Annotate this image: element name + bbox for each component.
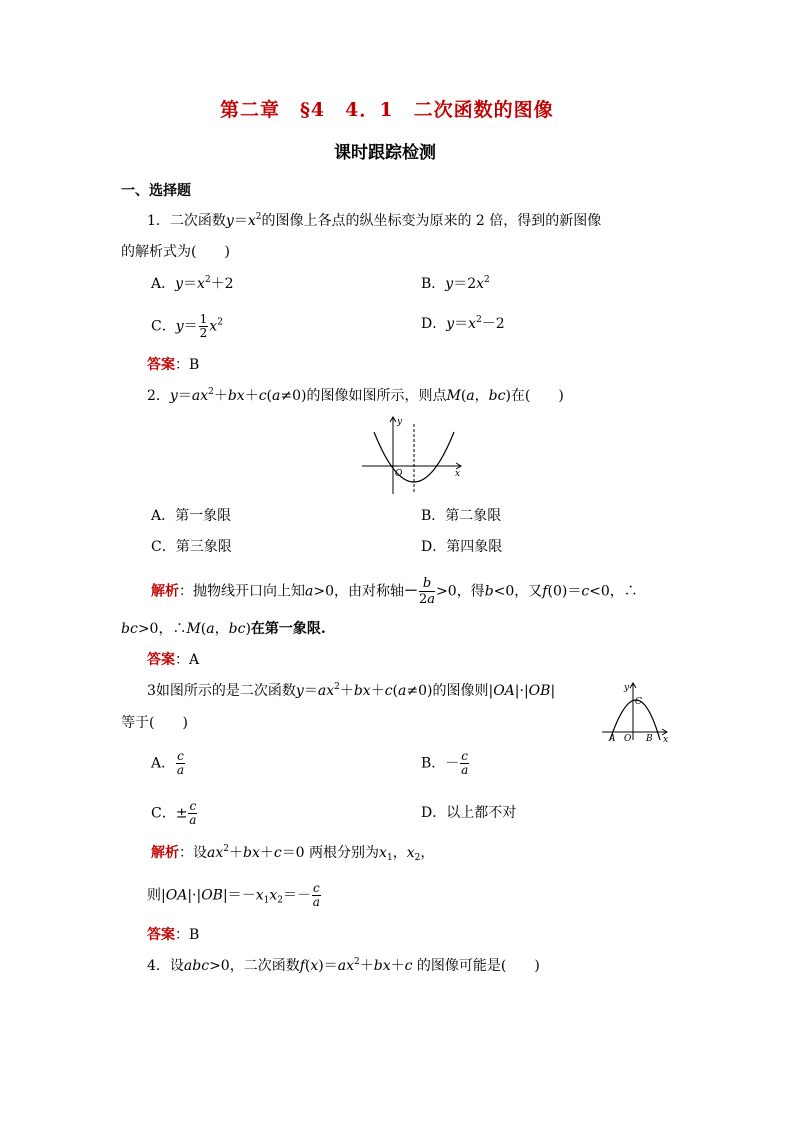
q3-stem: 3如图所示的是二次函数$y=ax^2+bx+c(a\ne 0)$的图像则|OA|·|OB|: [147, 682, 556, 699]
q1-answer-label: 答案: [147, 357, 175, 373]
q4-stem-b: ，二次函数: [229, 958, 300, 974]
q2-analysis-text-d: ，又: [514, 583, 543, 600]
q2-answer-value: ：A: [175, 652, 200, 668]
q3-analysis-line1: 解析：设$ax^2+bx+c=0$ 两根分别为$x_1$，$x_2$，: [151, 844, 435, 863]
q3-option-b: B．－ $\frac{c}{a}$: [421, 749, 469, 777]
fraction-c-over-a: $\frac{c}{a}$: [176, 749, 185, 777]
q2-stem: 2．$y=ax^2+bx+c(a\ne 0)$的图像如图所示，则点M(a，bc)在( ): [147, 387, 564, 404]
q3-number: 3: [147, 683, 156, 699]
q2-analysis-text-c: ，得: [456, 583, 485, 600]
q1-stem-a: 1．二次函数: [147, 213, 226, 229]
q2-stem-mid: 的图像如图所示，则点: [306, 388, 447, 404]
q2-origin-label: O: [395, 469, 403, 479]
q1-opt-d-label: D．: [421, 316, 447, 332]
q2-analysis-text-b: ，由对称轴: [334, 583, 404, 600]
q3-analysis-label: 解析: [151, 845, 179, 861]
q1-option-a: A．$y=x^2+2$: [151, 275, 234, 292]
fraction-neg-b-over-2a: $\frac{b}{2a}$: [419, 576, 436, 607]
q3-analysis-line2: 则$|OA|\cdot|OB|=-x_1x_2=-$ $\frac{c}{a}$: [147, 881, 320, 909]
q3-opt-c-label: C．: [151, 805, 176, 822]
q1-opt-c-label: C．: [151, 318, 176, 335]
q3-answer-label: 答案: [147, 927, 175, 943]
q2-y-label: y: [397, 417, 403, 427]
q3-option-d: D．以上都不对: [421, 805, 517, 821]
q3-x-label: x: [663, 735, 669, 742]
q2-answer: [147, 650, 199, 670]
q3-analysis-text-b: 两根分别为: [309, 845, 380, 861]
page-subtitle: 课时跟踪检测: [334, 143, 436, 163]
q2-answer-label: 答案: [147, 652, 175, 668]
q2-stem-tail: 在( ): [510, 388, 564, 404]
q3-b-label: B: [646, 734, 653, 742]
q2-option-d: D．第四象限: [421, 539, 503, 555]
q3-stem-a: 如图所示的是二次函数: [155, 683, 296, 699]
q3-origin-label: O: [624, 734, 632, 742]
q1-stem-b: 的图像上各点的纵坐标变为原来的 2 倍，得到的新图像: [261, 213, 602, 229]
q2-option-a: A．第一象限: [151, 508, 232, 524]
q3-y-label: y: [624, 683, 630, 693]
q3-graph: [600, 680, 672, 742]
q1-option-c: C．y＝ $\frac{1}{2}$ $x^2$: [151, 312, 223, 340]
fraction-pm-c-over-a: $\frac{c}{a}$: [189, 799, 197, 827]
q2-option-c: C．第三象限: [151, 539, 232, 555]
q2-analysis-line2: bc>0，∴M(a，bc)在第一象限.: [121, 621, 326, 637]
q3-stem-b: 的图像则: [432, 683, 489, 699]
q1-opt-a-label: A．: [151, 276, 176, 292]
q2-analysis-text-a: ：抛物线开口向上知: [179, 583, 305, 600]
q1-stem-line2: 的解析式为( ): [121, 244, 230, 260]
q2-x-label: x: [455, 469, 461, 479]
q1-answer-value: ：B: [175, 357, 200, 373]
q2-number: 2．: [147, 388, 170, 404]
q1-opt-b-label: B．: [421, 276, 446, 292]
q3-stem-line2: 等于( ): [121, 715, 188, 731]
q2-analysis-label: 解析: [151, 583, 179, 600]
fraction-neg-c-over-a-result: $\frac{c}{a}$: [312, 881, 320, 909]
q3-option-a: [151, 750, 186, 777]
q2-graph: [360, 414, 468, 496]
q1-stem: 1．二次函数$y=x^2$的图像上各点的纵坐标变为原来的 2 倍，得到的新图像: [147, 212, 602, 229]
section-label: 一、选择题: [121, 183, 191, 199]
q3-option-c: C．± $\frac{c}{a}$: [151, 799, 197, 827]
q3-answer: [147, 925, 199, 945]
q4-stem-a: 4．设: [147, 958, 184, 974]
q2-analysis-line1: 解析：抛物线开口向上知a>0，由对称轴－ $\frac{b}{2a}$ >0，得b<0，又f(0)＝c<0，∴: [151, 576, 638, 607]
q3-opt-a-label: A．: [151, 755, 176, 772]
q4-stem: 4．设abc>0，二次函数$f(x)=ax^2+bx+c$ 的图像可能是( ): [147, 957, 540, 974]
q1-option-d: D．$y=x^2-2$: [421, 315, 505, 332]
q3-analysis-text-a: ：设: [179, 845, 207, 861]
fraction-neg-c-over-a: $\frac{c}{a}$: [461, 749, 469, 777]
fraction-half: $\frac{1}{2}$: [199, 312, 208, 340]
q3-analysis-text-c: 则: [147, 887, 161, 904]
q4-stem-c: 的图像可能是( ): [416, 958, 540, 974]
q3-a-label: A: [609, 734, 616, 742]
q3-opt-b-label: B．: [421, 755, 446, 772]
q3-answer-value: ：B: [175, 927, 200, 943]
q1-answer: [147, 355, 199, 375]
q1-option-b: B．$y=2x^2$: [421, 275, 490, 292]
q3-c-label: C: [635, 697, 642, 707]
q2-analysis-text-e: 在第一象限.: [250, 621, 326, 637]
page-title: 第二章 §4 4．1 二次函数的图像: [220, 99, 554, 121]
q2-option-b: B．第二象限: [421, 508, 502, 524]
